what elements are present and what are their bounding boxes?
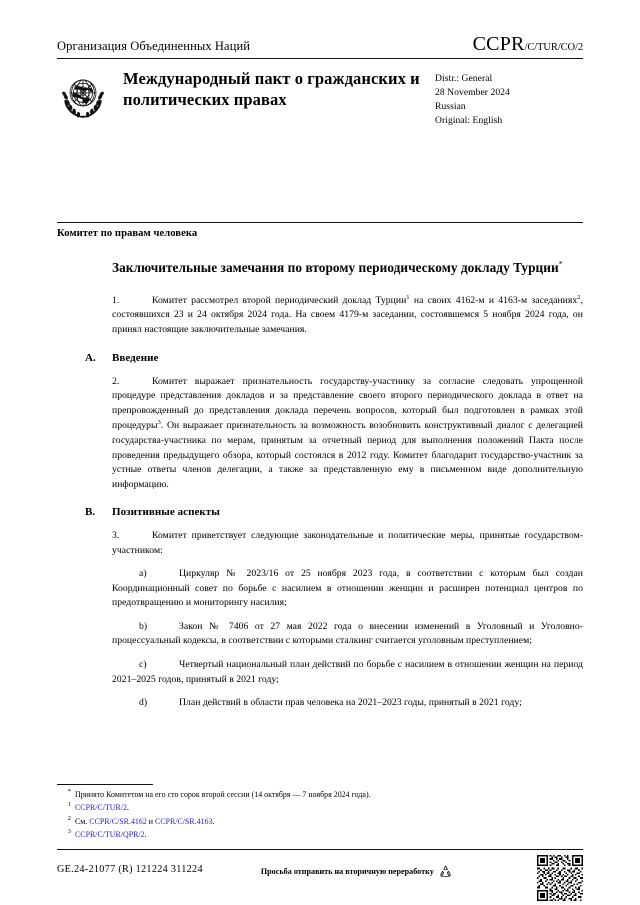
job-number: GE.24-21077 (R) 121224 311224	[57, 864, 203, 875]
footnote-segment: и	[146, 816, 156, 826]
list-item	[57, 658, 583, 687]
paragraph-2	[57, 375, 583, 493]
footnote-segment: Принято Комитетом на его сто сорок второй сессии (14 октября — 7 ноября 2024 года).	[75, 790, 371, 799]
footnote-segment: .	[212, 816, 215, 826]
footnote-mark: 3	[67, 827, 71, 835]
distribution-original: Original: English	[435, 115, 503, 126]
footnote-3	[57, 829, 537, 842]
footnote-1	[57, 802, 537, 815]
masthead-top-row	[57, 34, 583, 57]
section-a-letter: A.	[85, 351, 96, 364]
section-heading-a	[57, 352, 583, 364]
document-content	[57, 228, 583, 720]
footnote-mark: *	[67, 788, 71, 795]
page-title	[112, 259, 583, 277]
list-item-label-c: c)	[139, 658, 147, 670]
paragraph-1-footnote-ref-2[interactable]: 2	[577, 293, 581, 301]
list-item-text-a: Циркуляр № 2023/16 от 25 ноября 2023 года, в соответствии с которым был создан Координационный совет по борьбе с насилием в отношении женщин и расширен потенциал центров по предотвращению и мониторингу насилия;	[112, 568, 583, 609]
footnote-mark: 2	[67, 814, 71, 822]
paragraph-3	[57, 529, 583, 558]
footnote-link[interactable]: CCPR/C/TUR/2	[75, 803, 127, 813]
covenant-title-cell	[123, 68, 435, 111]
footnote-text	[75, 829, 537, 842]
list-item-text-b: Закон № 7406 от 27 мая 2022 года о внесении изменений в Уголовный и Уголовно-процессуальный кодексы, в соответствии с которыми сталкинг считается уголовным преступлением;	[112, 620, 583, 647]
paragraph-1-text-a: Комитет рассмотрел второй периодический доклад Турции	[152, 294, 407, 306]
footer-separator-rule	[57, 849, 583, 850]
footnote-asterisk	[57, 789, 537, 802]
paragraph-3-text: Комитет приветствует следующие законодательные и политические меры, принятые государством-участником:	[112, 530, 583, 556]
footnote-link[interactable]: CCPR/C/TUR/QPR/2	[75, 829, 145, 839]
list-item	[57, 620, 583, 649]
united-nations-emblem	[57, 70, 109, 122]
section-heading-b	[57, 506, 583, 518]
committee-name: Комитет по правам человека	[57, 228, 198, 239]
paragraph-1	[57, 293, 583, 338]
document-symbol-main: CCPR	[472, 33, 525, 55]
paragraph-2-text-a: Комитет выражает признательность государству-участнику за согласие следовать упрощенной процедуре представления докладов и за представление своего второго периодического доклада в ответ на препровожденный до представления доклада перечень вопросов, который был подготовлен в рамках этой процедуры	[112, 375, 583, 432]
distribution-block	[435, 68, 583, 128]
footnote-segment: См.	[75, 816, 90, 826]
masthead-body-row	[57, 59, 583, 128]
paragraph-2-text-b: . Он выражает признательность за возможность возобновить конструктивный диалог с делегацией государства-участника по мерам, принятым за отчетный период для выполнения положений Пакта после проведения предыдущего обзора, который состоялся в 2012 году. Комитет благодарит государство-участник за устные ответы членов делегации, а также за представленную ему в письменном виде дополнительную информацию.	[112, 420, 583, 490]
paragraph-2-footnote-ref-3[interactable]: 3	[157, 419, 161, 427]
list-item-label-b: b)	[139, 620, 148, 632]
footnote-mark: 1	[67, 801, 71, 809]
recycle-icon	[438, 864, 453, 879]
document-symbol	[473, 34, 583, 54]
list-item-label-a: a)	[139, 568, 147, 580]
distribution-type: Distr.: General	[435, 73, 493, 84]
paragraph-1-footnote-ref-1[interactable]: 1	[406, 293, 410, 301]
footnote-link[interactable]: CCPR/C/SR.4163	[155, 816, 213, 826]
list-item-text-d: План действий в области прав человека на 2021–2023 годы, принятый в 2021 году;	[179, 697, 522, 709]
list-item-text-c: Четвертый национальный план действий по борьбе с насилием в отношении женщин на период 2021–2025 годов, принятый в 2021 году;	[112, 658, 583, 685]
footnote-text	[75, 802, 537, 815]
distribution-language: Russian	[435, 101, 466, 112]
footnote-separator-rule	[57, 784, 153, 785]
section-b-heading: Позитивные аспекты	[112, 506, 220, 519]
section-b-letter: B.	[85, 506, 96, 519]
footnote-text	[75, 816, 537, 829]
paragraph-1-text-c: , состоявшихся 23 и 24 октября 2024 года. На своем 4179-м заседании, состоявшемся 5 ноября 2024 года, он принял настоящие заключительные замечания.	[112, 294, 584, 335]
recycle-text: Просьба отправить на вторичную переработку	[260, 867, 434, 876]
covenant-title: Международный пакт о гражданских и политических правах	[123, 69, 420, 110]
page-title-text: Заключительные замечания по второму периодическому докладу Турции	[112, 260, 559, 275]
recycle-notice	[261, 855, 453, 879]
paragraph-1-number: 1.	[112, 294, 120, 306]
paragraph-1-text-b: на своих 4162-м и 4163-м заседаниях	[409, 294, 578, 306]
section-a-heading: Введение	[112, 351, 159, 364]
list-item	[57, 567, 583, 611]
footnote-link[interactable]: CCPR/C/SR.4162	[89, 816, 147, 826]
distribution-date: 28 November 2024	[435, 87, 510, 98]
footnote-text	[75, 789, 537, 802]
page-title-footnote-mark: *	[558, 259, 563, 269]
footnote-segment: .	[144, 829, 147, 839]
paragraph-2-number: 2.	[112, 375, 120, 387]
footnote-2	[57, 816, 537, 829]
page-footer	[57, 855, 583, 901]
footnote-segment: .	[126, 803, 129, 813]
document-symbol-suffix: /C/TUR/CO/2	[524, 42, 583, 53]
organization-name: Организация Объединенных Наций	[57, 39, 251, 54]
paragraph-3-number: 3.	[112, 530, 120, 542]
emblem-cell	[57, 68, 123, 122]
header-separator-rule	[57, 222, 583, 223]
list-item	[57, 696, 583, 711]
masthead	[57, 34, 583, 128]
list-item-label-d: d)	[139, 697, 148, 709]
qr-code[interactable]	[537, 855, 583, 901]
footnotes-block	[57, 789, 537, 842]
